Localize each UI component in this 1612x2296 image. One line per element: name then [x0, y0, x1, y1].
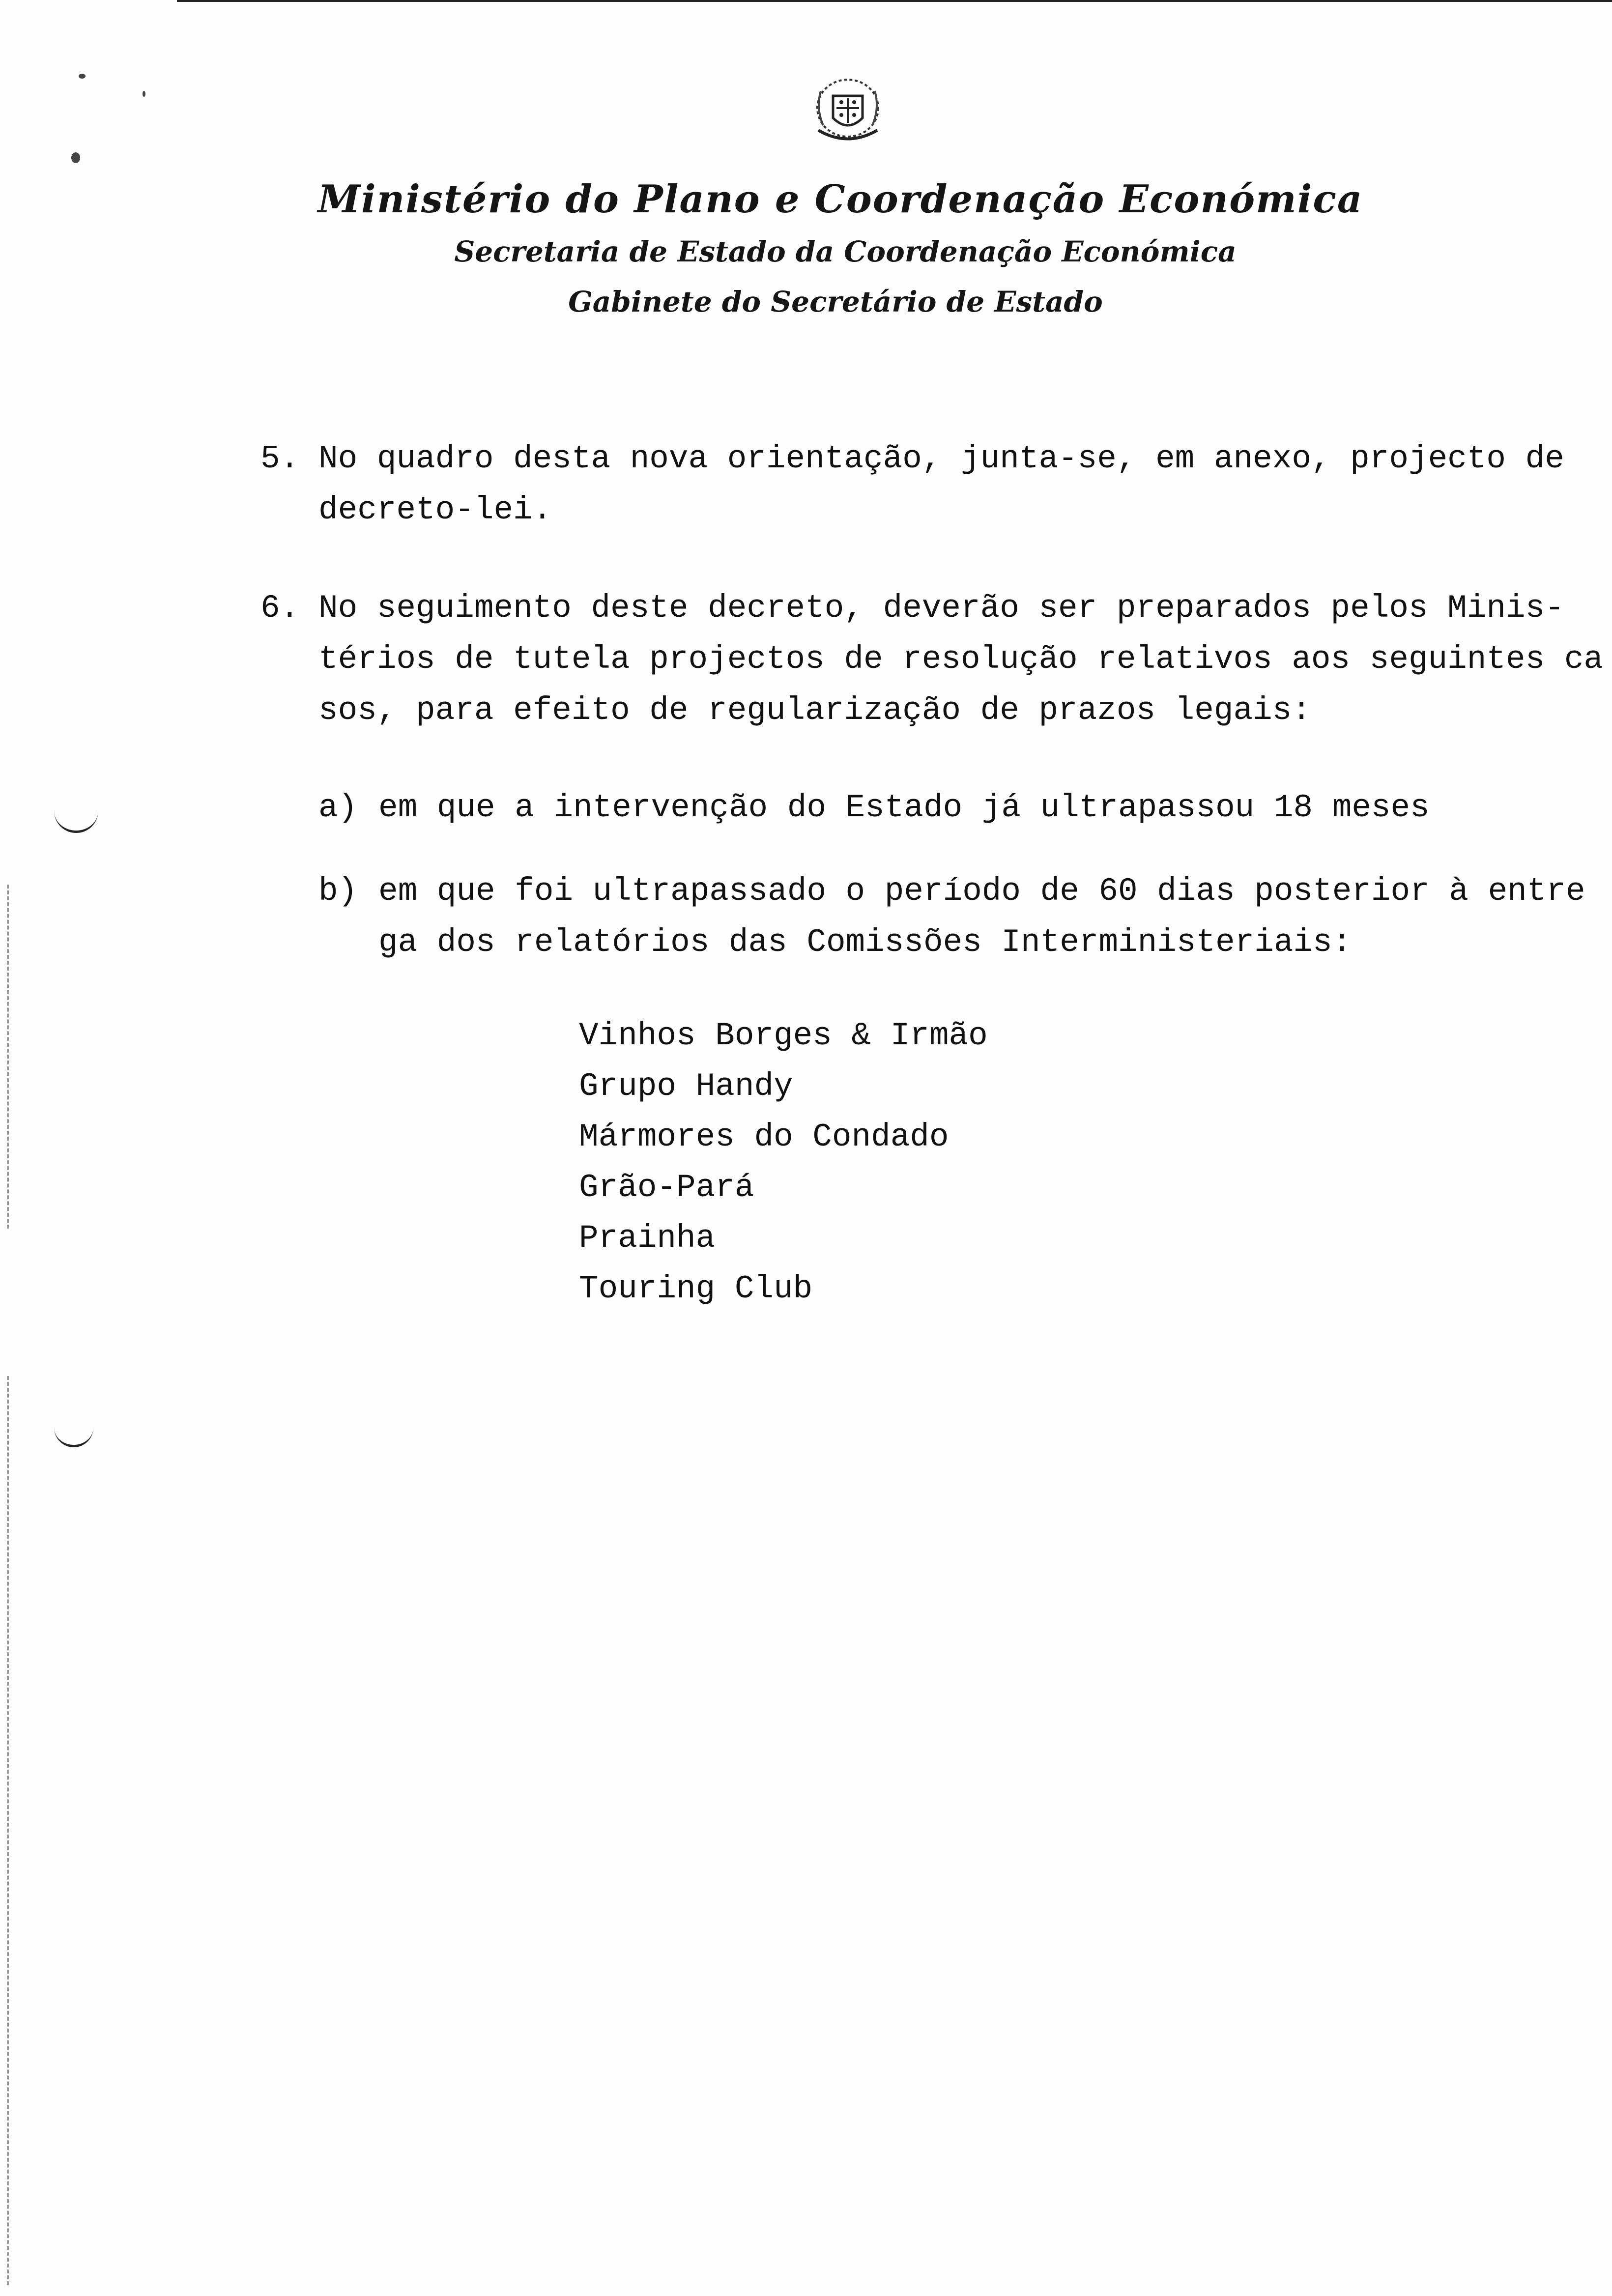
- letterhead-cabinet: Gabinete do Secretário de Estado: [568, 285, 1103, 318]
- top-border-line: [177, 0, 1612, 2]
- subitem-label: b): [318, 873, 358, 910]
- company-list: [579, 1010, 988, 1314]
- list-item: Grupo Handy: [579, 1068, 793, 1105]
- item-number: 6.: [260, 590, 300, 627]
- list-item: Prainha: [579, 1220, 716, 1257]
- item-6-line-1: No seguimento deste decreto, deverão ser preparados pelos Minis-: [318, 590, 1564, 627]
- item-5-line-2: decreto-lei.: [318, 491, 552, 528]
- letterhead-ministry: Ministério do Plano e Coordenação Económica: [317, 177, 1363, 222]
- item-number: 5.: [260, 440, 300, 477]
- punch-hole-mark: [54, 811, 98, 833]
- item-5-line-1: No quadro desta nova orientação, junta-se, em anexo, projecto de: [318, 440, 1564, 477]
- item-6-line-2: térios de tutela projectos de resolução relativos aos seguintes ca: [318, 641, 1604, 678]
- scan-speck: [143, 91, 145, 97]
- list-item: Touring Club: [579, 1270, 813, 1307]
- punch-hole-mark: [54, 1425, 93, 1447]
- list-item: Grão-Pará: [579, 1169, 754, 1206]
- list-item: Mármores do Condado: [579, 1119, 949, 1155]
- coat-of-arms-emblem: [806, 74, 890, 152]
- subitem-label: a): [318, 789, 358, 826]
- list-item: Vinhos Borges & Irmão: [579, 1017, 988, 1054]
- scan-edge-artifact: [7, 885, 12, 1229]
- scan-speck: [71, 152, 80, 163]
- scan-speck: [79, 74, 86, 79]
- item-6-line-3: sos, para efeito de regularização de prazos legais:: [318, 692, 1311, 729]
- subitem-b-line-1: em que foi ultrapassado o período de 60 dias posterior à entre: [378, 873, 1585, 910]
- subitem-a-line-1: em que a intervenção do Estado já ultrapassou 18 meses: [378, 789, 1430, 826]
- letterhead-secretariat: Secretaria de Estado da Coordenação Económica: [454, 235, 1237, 268]
- subitem-b-line-2: ga dos relatórios das Comissões Interministeriais:: [378, 924, 1352, 961]
- scan-edge-artifact: [7, 1376, 12, 2285]
